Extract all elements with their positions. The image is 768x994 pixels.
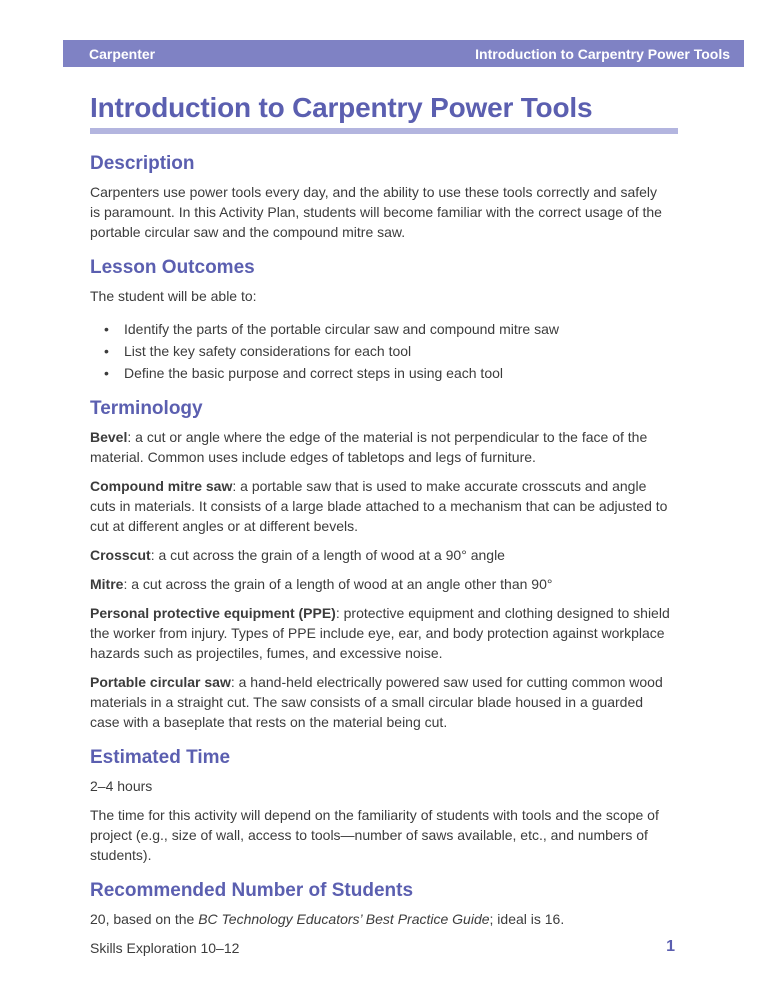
description-section	[90, 152, 670, 242]
estimated-time-text: The time for this activity will depend on the familiarity of students with tools and the scope of project (e.g., size of wall, access to tools—number of saws available, etc., and numbers of students).	[90, 807, 659, 863]
term-definition: : a cut across the grain of a length of wood at an angle other than 90°	[123, 576, 553, 592]
term-definition: : a portable saw that is used to make accurate crosscuts and angle cuts in materials. It consists of a large blade attached to a mechanism that can be adjusted to cut at different angles or at different bevels.	[90, 478, 668, 534]
header-program: Carpenter	[89, 45, 156, 62]
bullet-icon: •	[104, 343, 109, 359]
list-item: • List the key safety considerations for each tool	[104, 343, 412, 359]
term-entry	[90, 476, 670, 536]
main-content	[90, 152, 670, 943]
list-item: • Define the basic purpose and correct steps in using each tool	[104, 365, 504, 381]
students-section	[90, 879, 670, 929]
header-activity-title: Introduction to Carpentry Power Tools	[475, 45, 730, 62]
footer-course: Skills Exploration 10–12	[90, 940, 240, 956]
term-name: Mitre	[90, 576, 124, 592]
outcomes-list	[90, 315, 670, 383]
list-item: • Identify the parts of the portable circular saw and compound mitre saw	[104, 321, 559, 337]
term-entry	[90, 427, 670, 467]
term-entry	[90, 672, 670, 732]
estimated-time-section	[90, 746, 670, 865]
term-entry	[90, 545, 670, 565]
term-definition: : protective equipment and clothing designed to shield the worker from injury. Types of PPE include eye, ear, and body protection against workplace hazards such as projectiles, fumes, and excessive noise.	[90, 605, 670, 661]
bullet-icon: •	[104, 365, 109, 381]
title-underline	[90, 128, 678, 134]
term-name: Compound mitre saw	[90, 478, 233, 494]
terminology-section	[90, 397, 670, 732]
estimated-time-value: 2–4 hours	[90, 778, 153, 794]
bullet-icon: •	[104, 321, 109, 337]
description-text: Carpenters use power tools every day, and the ability to use these tools correctly and safely is paramount. In this Activity Plan, students will become familiar with the correct usage of the portable circular saw and the compound mitre saw.	[90, 184, 662, 240]
students-heading: Recommended Number of Students	[90, 880, 414, 901]
term-entry	[90, 603, 670, 663]
term-name: Portable circular saw	[90, 674, 231, 690]
outcomes-heading: Lesson Outcomes	[90, 257, 255, 278]
term-name: Bevel	[90, 429, 128, 445]
outcomes-intro: The student will be able to:	[90, 288, 257, 304]
description-heading: Description	[90, 153, 195, 174]
outcomes-section	[90, 256, 670, 383]
term-name: Personal protective equipment (PPE)	[90, 605, 336, 621]
students-text: 20, based on the BC Technology Educators’ Best Practice Guide; ideal is 16.	[90, 911, 565, 927]
term-definition: : a cut or angle where the edge of the material is not perpendicular to the face of the material. Common uses include edges of tabletops and legs of furniture.	[90, 429, 648, 465]
term-name: Crosscut	[90, 547, 151, 563]
running-header	[63, 40, 744, 67]
page-number: 1	[666, 938, 675, 955]
guide-title: BC Technology Educators’ Best Practice Guide	[198, 911, 490, 927]
estimated-time-heading: Estimated Time	[90, 747, 231, 768]
term-definition: : a hand-held electrically powered saw used for cutting common wood materials in a straight cut. The saw consists of a small circular blade housed in a guarded case with a baseplate that rests on the material being cut.	[90, 674, 663, 730]
term-definition: : a cut across the grain of a length of wood at a 90° angle	[150, 547, 505, 563]
page-title: Introduction to Carpentry Power Tools	[90, 92, 593, 123]
terminology-heading: Terminology	[90, 398, 203, 419]
term-entry	[90, 574, 670, 594]
